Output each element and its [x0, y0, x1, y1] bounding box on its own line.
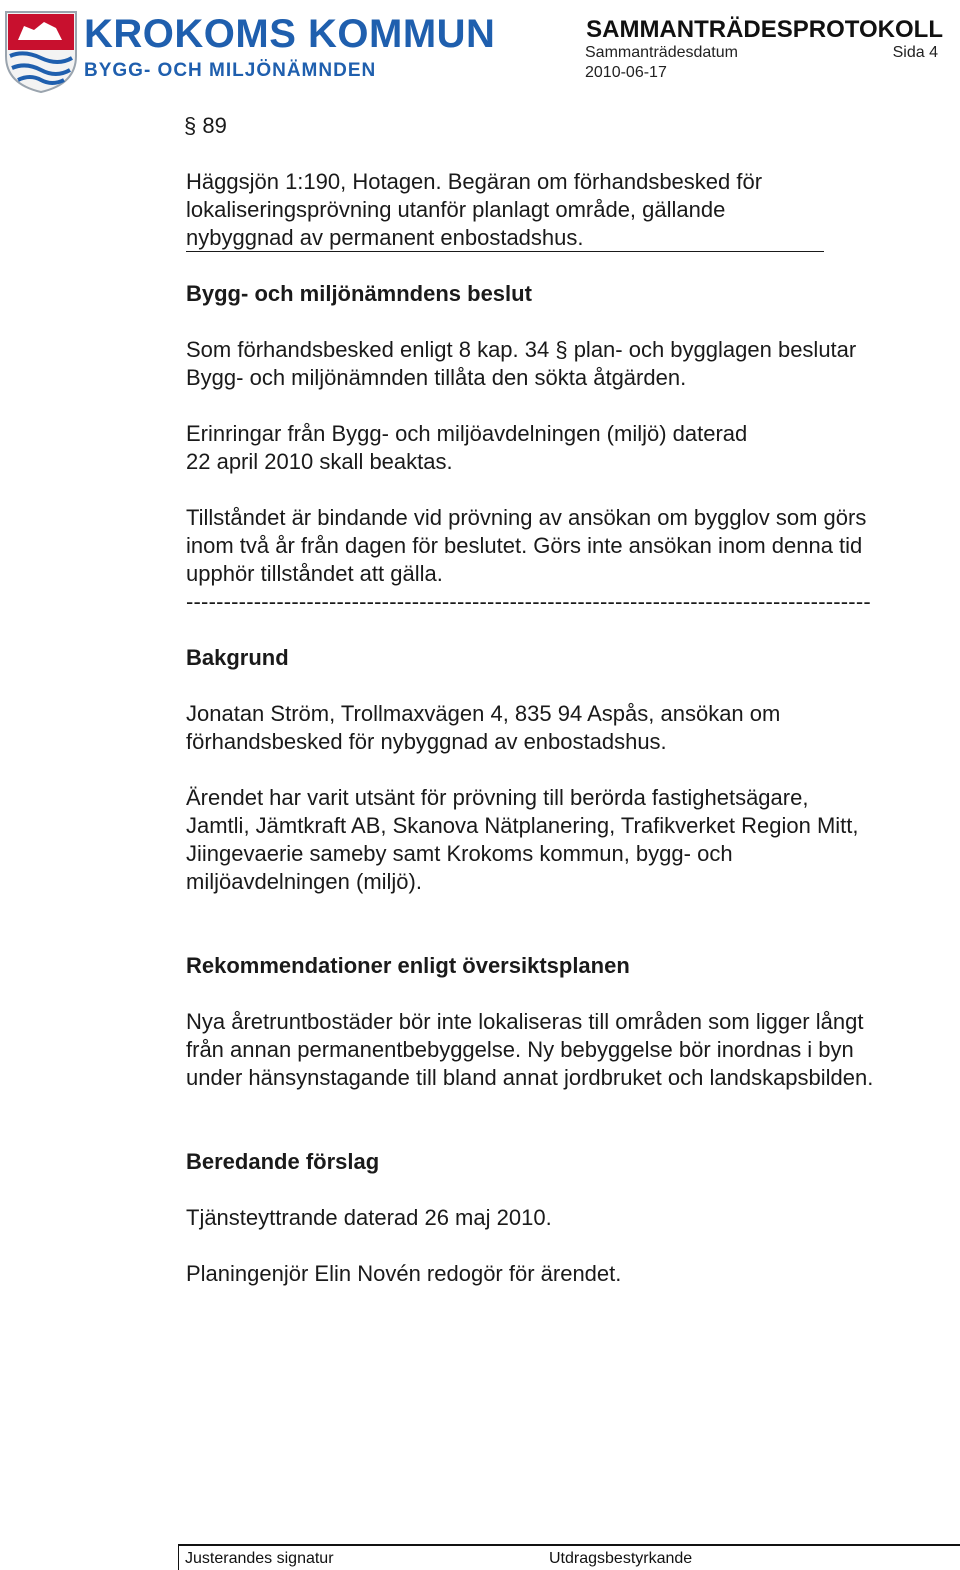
text-line: under hänsynstagande till bland annat jordbruket och landskapsbilden.: [186, 1065, 874, 1090]
text-line: inom två år från dagen för beslutet. Görs inte ansökan inom denna tid: [186, 533, 863, 558]
text-line: upphör tillståndet att gälla.: [186, 561, 443, 586]
document-body: [186, 112, 946, 1288]
extract-certification-label: Utdragsbestyrkande: [549, 1550, 693, 1567]
document-title: SAMMANTRÄDESPROTOKOLL: [586, 16, 943, 43]
text-line: förhandsbesked för nybyggnad av enbostadshus.: [186, 729, 667, 754]
heading-rekommendationer: Rekommendationer enligt översiktsplanen: [186, 953, 630, 978]
text-line: Nya åretruntbostäder bör inte lokaliseras till områden som ligger långt: [186, 1009, 864, 1034]
meeting-date-label: Sammanträdesdatum: [585, 44, 738, 61]
text-line: Jamtli, Jämtkraft AB, Skanova Nätplanering, Trafikverket Region Mitt,: [186, 813, 859, 838]
separator-line: -------------------------------------------------------------------------------------------: [186, 589, 871, 614]
logo-title: KROKOMS KOMMUN: [84, 12, 496, 56]
paragraph-number: § 89: [184, 113, 227, 138]
page-number: Sida 4: [892, 44, 938, 61]
section-title-line: nybyggnad av permanent enbostadshus.: [186, 224, 824, 252]
text-line: Bygg- och miljönämnden tillåta den sökta åtgärden.: [186, 365, 687, 390]
text-line: Planingenjör Elin Novén redogör för ärendet.: [186, 1261, 622, 1286]
text-line: Jiingevaerie sameby samt Krokoms kommun, bygg- och: [186, 841, 733, 866]
coat-of-arms-icon: [4, 10, 78, 94]
text-line: Jonatan Ström, Trollmaxvägen 4, 835 94 Aspås, ansökan om: [186, 701, 781, 726]
text-line: från annan permanentbebyggelse. Ny bebyggelse bör inordnas i byn: [186, 1037, 854, 1062]
text-line: 22 april 2010 skall beaktas.: [186, 449, 453, 474]
text-line: Tjänsteyttrande daterad 26 maj 2010.: [186, 1205, 552, 1230]
section-title-line: Häggsjön 1:190, Hotagen. Begäran om förhandsbesked för: [186, 169, 763, 194]
text-line: Erinringar från Bygg- och miljöavdelningen (miljö) daterad: [186, 421, 748, 446]
meeting-date: 2010-06-17: [585, 64, 667, 81]
section-title-line: lokaliseringsprövning utanför planlagt område, gällande: [186, 197, 726, 222]
heading-beslut: Bygg- och miljönämndens beslut: [186, 281, 532, 306]
text-line: Ärendet har varit utsänt för prövning till berörda fastighetsägare,: [186, 785, 809, 810]
logo-subtitle: BYGG- OCH MILJÖNÄMNDEN: [84, 60, 377, 81]
signature-footer: [178, 1544, 960, 1570]
heading-bakgrund: Bakgrund: [186, 645, 289, 670]
text-line: Tillståndet är bindande vid prövning av ansökan om bygglov som görs: [186, 505, 867, 530]
text-line: miljöavdelningen (miljö).: [186, 869, 422, 894]
text-line: Som förhandsbesked enligt 8 kap. 34 § plan- och bygglagen beslutar: [186, 337, 857, 362]
municipality-logo: [4, 10, 496, 96]
signature-label: Justerandes signatur: [185, 1550, 334, 1567]
heading-beredande-forslag: Beredande förslag: [186, 1149, 380, 1174]
